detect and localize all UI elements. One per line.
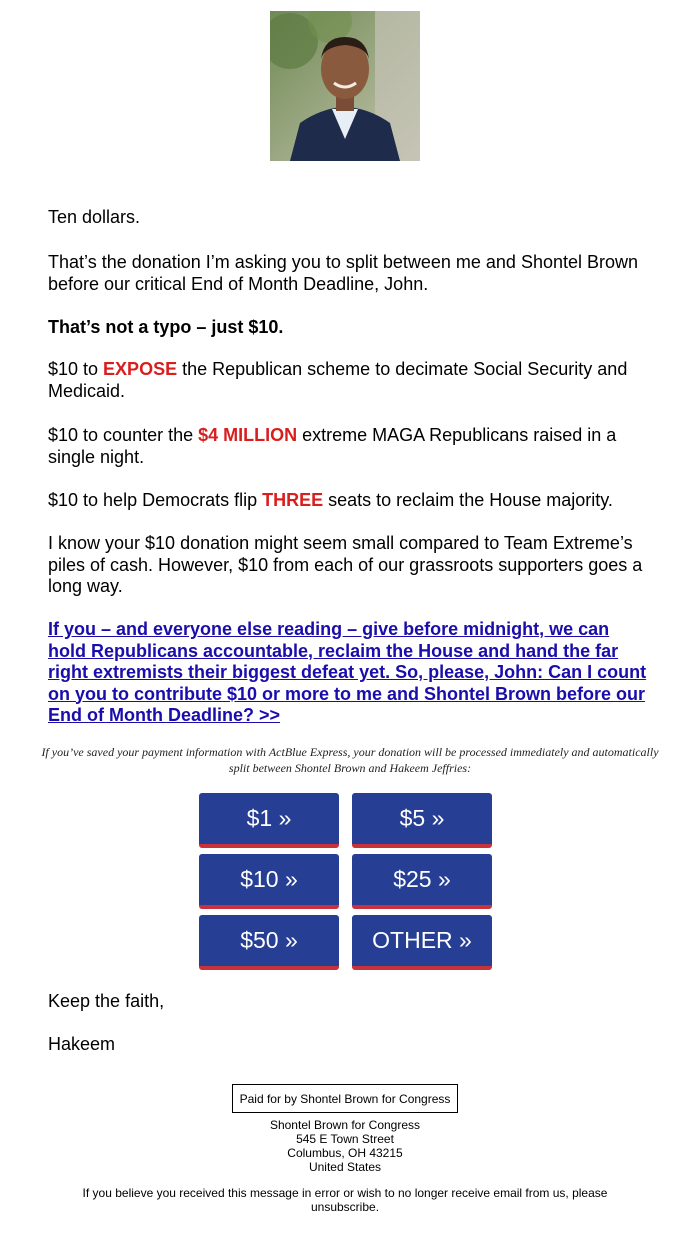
mailing-address (200, 1118, 490, 1174)
expose-highlight: EXPOSE (103, 359, 178, 379)
donate-other-button[interactable]: OTHER » (352, 915, 492, 970)
paragraph-flip (48, 490, 648, 512)
counter-pre: $10 to counter the (48, 425, 199, 445)
unsubscribe-period: . (375, 1200, 380, 1214)
donate-50-button[interactable]: $50 » (199, 915, 339, 970)
paragraph-expose (48, 359, 648, 402)
donate-1-button[interactable]: $1 » (199, 793, 339, 848)
address-country: United States (308, 1160, 382, 1174)
unsubscribe-notice (60, 1186, 630, 1214)
donate-5-button[interactable]: $5 » (352, 793, 492, 848)
address-street: 545 E Town Street (296, 1132, 394, 1146)
signoff: Keep the faith, (48, 991, 165, 1011)
signature: Hakeem (48, 1034, 116, 1054)
flip-post: seats to reclaim the House majority. (323, 490, 613, 510)
unsubscribe-text: If you believe you received this message in error or wish to no longer receive email from us, please (82, 1186, 608, 1200)
unsubscribe-link[interactable]: unsubscribe (310, 1200, 376, 1214)
paid-for-disclaimer: Paid for by Shontel Brown for Congress (232, 1084, 458, 1113)
candidate-photo (270, 11, 420, 161)
expose-post: the Republican scheme to decimate Social Security and Medicaid. (48, 359, 628, 401)
address-org: Shontel Brown for Congress (269, 1118, 421, 1132)
actblue-express-note: If you’ve saved your payment information with ActBlue Express, your donation will be processed immediately and automatically split between Shontel Brown and Hakeem Jeffries: (41, 745, 659, 775)
donate-cta-link[interactable]: If you – and everyone else reading – give before midnight, we can hold Republicans accountable, reclaim the House and hand the far right extremists their biggest defeat yet. So, please, John: Can I count on you to contribute $10 or more to me and Shontel Brown before our End of Month Deadline? >> (48, 619, 647, 725)
counter-post: extreme MAGA Republicans raised in a single night. (48, 425, 617, 467)
paragraph-grassroots: I know your $10 donation might seem small compared to Team Extreme’s piles of cash. However, $10 from each of our grassroots supporters goes a long way. (48, 533, 643, 596)
donate-25-button[interactable]: $25 » (352, 854, 492, 909)
paragraph-counter (48, 425, 648, 468)
counter-highlight: $4 MILLION (198, 425, 298, 445)
flip-pre: $10 to help Democrats flip (48, 490, 263, 510)
paragraph-ask: That’s the donation I’m asking you to split between me and Shontel Brown before our critical End of Month Deadline, John. (48, 252, 639, 294)
expose-pre: $10 to (48, 359, 104, 379)
intro-text: Ten dollars. (48, 207, 141, 227)
donate-10-button[interactable]: $10 » (199, 854, 339, 909)
address-city: Columbus, OH 43215 (287, 1146, 403, 1160)
paragraph-not-typo: That’s not a typo – just $10. (48, 317, 284, 337)
flip-highlight: THREE (262, 490, 324, 510)
